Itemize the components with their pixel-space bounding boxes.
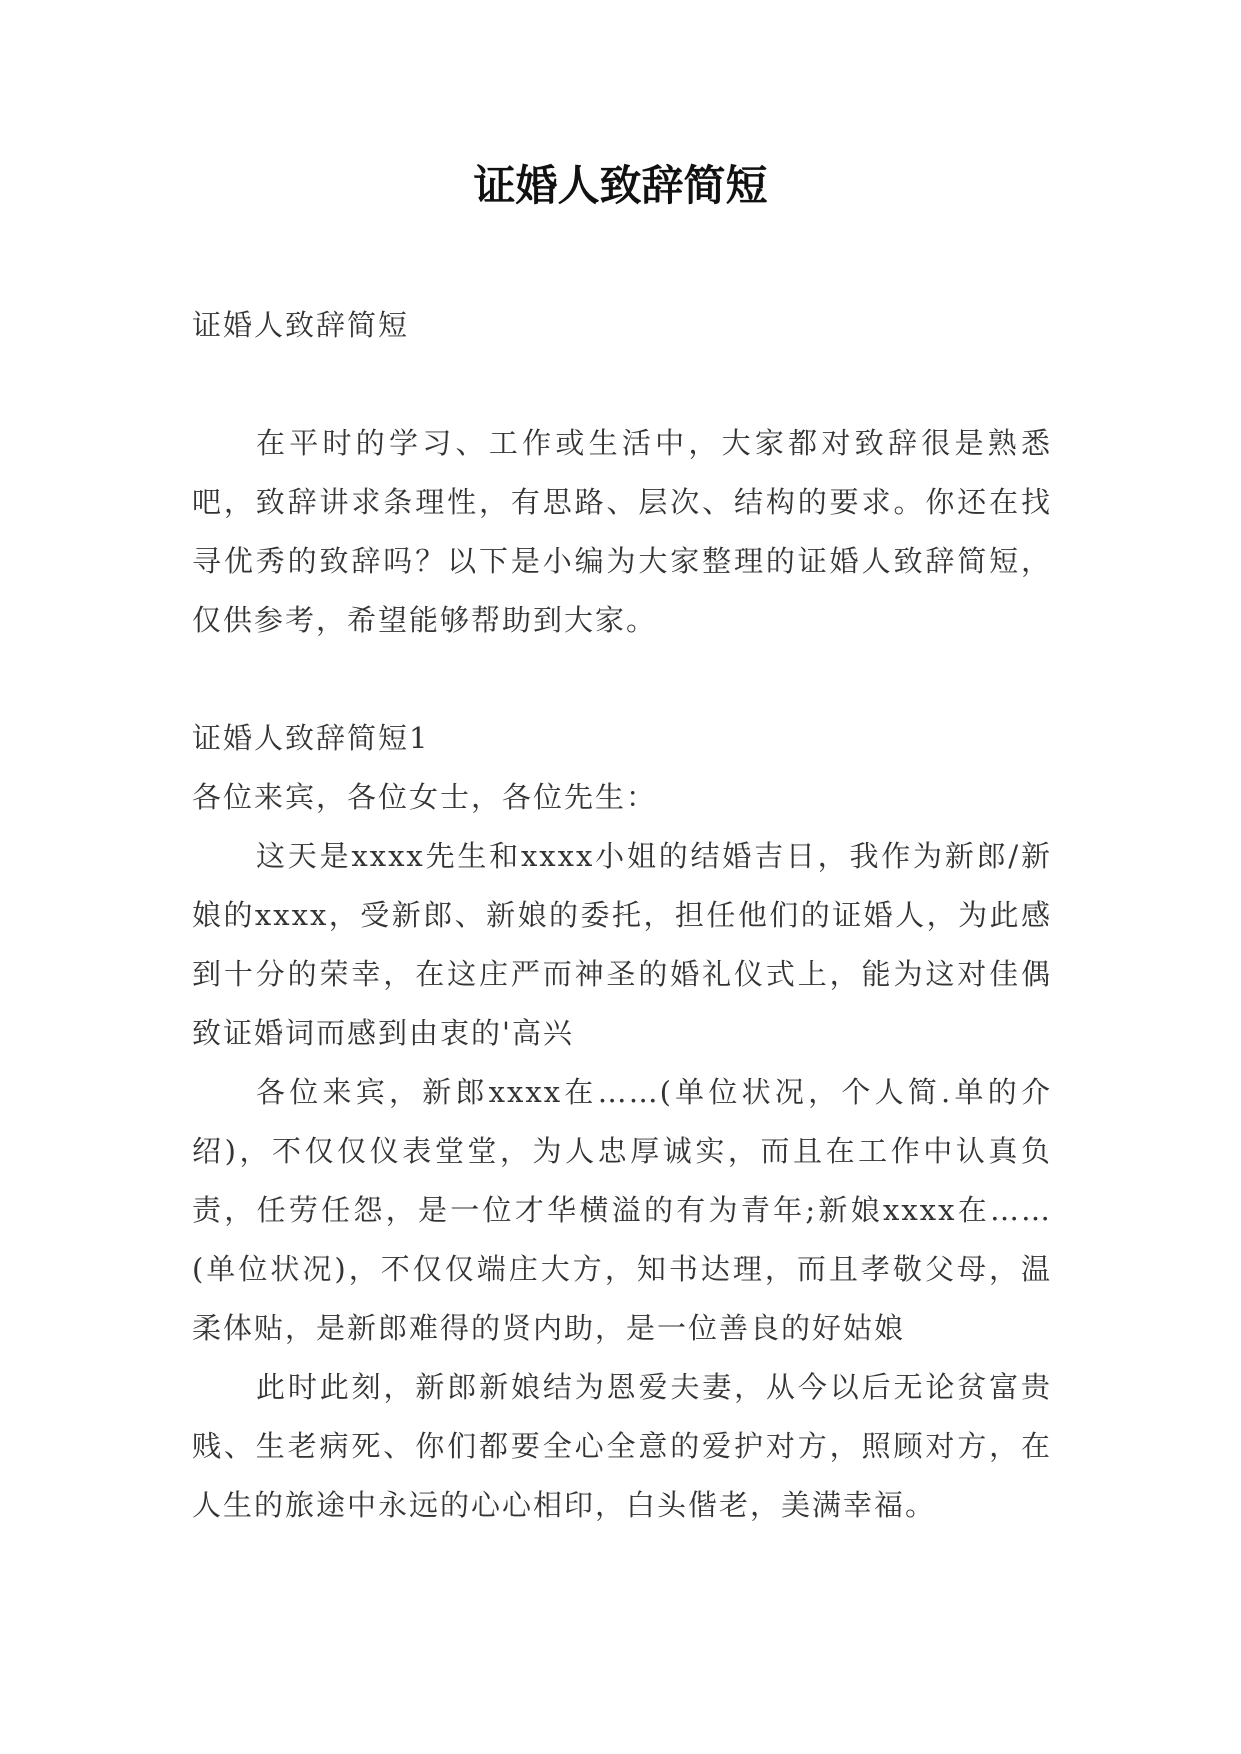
intro-paragraph: 在平时的学习、工作或生活中，大家都对致辞很是熟悉吧，致辞讲求条理性，有思路、层次、结构的要求。你还在找寻优秀的致辞吗？以下是小编为大家整理的证婚人致辞简短，仅供参考，希望能够帮助到大家。 xyxy=(192,426,1052,637)
document-title: 证婚人致辞简短 xyxy=(473,161,768,210)
body-paragraph: 此时此刻，新郎新娘结为恩爱夫妻，从今以后无论贫富贵贱、生老病死、你们都要全心全意的爱护对方，照顾对方，在人生的旅途中永远的心心相印，白头偕老，美满幸福。 xyxy=(192,1370,1052,1522)
document-subtitle: 证婚人致辞简短 xyxy=(192,308,410,342)
section-heading: 证婚人致辞简短1 xyxy=(192,721,430,755)
salutation: 各位来宾，各位女士，各位先生： xyxy=(192,780,658,814)
body-paragraph: 各位来宾，新郎xxxx在……(单位状况，个人简.单的介绍)，不仅仅仪表堂堂，为人忠厚诚实，而且在工作中认真负责，任劳任怨，是一位才华横溢的有为青年;新娘xxxx在……(单位状况)，不仅仅端庄大方，知书达理，而且孝敬父母，温柔体贴，是新郎难得的贤内助，是一位善良的好姑娘 xyxy=(192,1075,1052,1345)
body-paragraph: 这天是xxxx先生和xxxx小姐的结婚吉日，我作为新郎/新娘的xxxx，受新郎、新娘的委托，担任他们的证婚人，为此感到十分的荣幸，在这庄严而神圣的婚礼仪式上，能为这对佳偶致证婚词而感到由衷的'高兴 xyxy=(192,839,1052,1050)
document-body xyxy=(192,296,1052,1535)
